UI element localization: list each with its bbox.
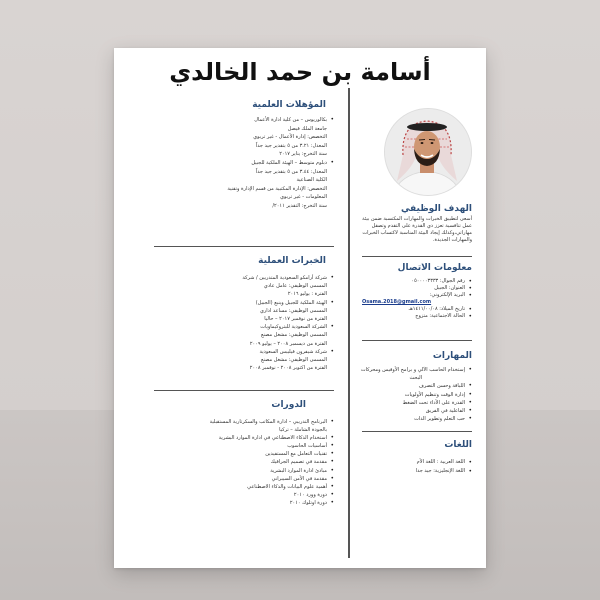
divider-contact xyxy=(362,340,472,341)
column-divider xyxy=(348,88,350,558)
education-line: الكلية الصناعية xyxy=(296,177,327,184)
skills-title: المهارات xyxy=(432,351,472,361)
languages-title: اللغات xyxy=(444,440,472,450)
experience-line: الفترة من ديسمبر ٢٠٠٨ – يوليو ٢٠٠٩ xyxy=(249,340,327,347)
course-item: • البرنامج التدريبي – ادارة المكاتب والسكرتارية المستقبلية xyxy=(144,418,334,426)
skill-item: البحث xyxy=(409,375,422,382)
experience-line: الفترة : يوليو ٢٠١٦ xyxy=(287,291,327,298)
objective-text: أسعى لتطبيق الخبرات والمهارات المكتسبة ضمن بيئة عمل تنافسية تعزز ذي القدرة على التقدم وتصقل مهاراتي،وكذلك إيجاد البيئة المناسبة لاكتساب الخبرات والمهارات الجديدة. xyxy=(362,216,472,243)
education-line: التخصص: إدارة الأعمال - غير تربوي xyxy=(253,134,327,141)
education-line: التخصص: الإدارة المكتبية من قسم الإدارة وتقنية xyxy=(227,185,327,192)
experience-line: • الهيئة الملكية للجبيل وينبع (الجبيل) xyxy=(144,299,334,307)
experience-line: المسمى الوظيفي: عامل عادي xyxy=(263,283,327,290)
courses-title: الدورات xyxy=(271,400,306,410)
course-item: • مبادئ ادارة الموارد البشرية xyxy=(144,467,334,475)
education-line: • دبلوم متوسط – الهيئة الملكية للجبيل xyxy=(144,159,334,168)
education-line: جامعة الملك فيصل xyxy=(287,125,327,132)
experience-line: • شركة شيفرون فيليبس السعودية xyxy=(144,348,334,356)
education-line: المعدل: ٣.٤٤ من ٥ بتقدير جيد جداً xyxy=(255,168,327,175)
education-line: • بكالوريوس – من كلية ادارة الأعمال xyxy=(144,116,334,125)
contact-list xyxy=(362,278,472,320)
education-title: المؤهلات العلمية xyxy=(252,100,326,110)
courses-list xyxy=(144,418,334,507)
profile-photo xyxy=(384,108,472,196)
experience-list xyxy=(144,274,334,372)
experience-line: • الشركة السعودية للبتروكيماويات xyxy=(144,323,334,331)
skill-item: • إستخدام الحاسب الآلي و برامج الأوفيس ومحركات xyxy=(362,366,472,374)
course-item: • أهمية علوم البيانات والذكاء الاصطناعي xyxy=(144,483,334,491)
skills-list xyxy=(362,366,472,423)
divider-experience xyxy=(154,390,334,391)
skill-item: • الفاعلية في الفريق xyxy=(362,407,472,415)
skill-item: • اللباقة وحسن التصرف xyxy=(362,382,472,390)
education-line: المعلومات - غير تربوي xyxy=(280,194,327,201)
divider-objective xyxy=(362,256,472,257)
experience-line: • شركة أرامكو السعودية المتدربين / شركة xyxy=(144,274,334,282)
language-item: • اللغة العربية : اللغة الأم xyxy=(362,458,472,467)
resume-page xyxy=(114,48,486,568)
experience-line: المسمى الوظيفي: مشغل مصنع xyxy=(261,357,327,364)
portrait-image xyxy=(384,109,471,196)
course-item: • مقدمة في الأمن السيبراني xyxy=(144,475,334,483)
course-item: بالجودة الشاملة – تركيا xyxy=(279,427,327,434)
education-line: المعدل: ٣.٢١ من ٥ بتقدير جيد جداً xyxy=(255,142,327,149)
education-list xyxy=(144,116,334,211)
experience-line: الفترة من نوفمبر ٢٠١٧ – حاليا xyxy=(264,316,327,323)
objective-title: الهدف الوظيفي xyxy=(400,204,472,214)
divider-education xyxy=(154,246,334,247)
skill-item: • حب التعلم وتطوير الذات xyxy=(362,415,472,423)
divider-skills xyxy=(362,431,472,432)
skill-item: • إدارة الوقت وتنظيم الأولويات xyxy=(362,391,472,399)
course-item: • تقنيات التعامل مع المستفيدين xyxy=(144,450,334,458)
skill-item: • القدرة على الأداء تحت الضغط xyxy=(362,399,472,407)
contact-birthdate: • تاريخ الميلاد: ١٤١١/٠٠/٠٨هـ xyxy=(362,306,472,313)
course-item: • أساسيات الحاسوب xyxy=(144,442,334,450)
contact-phone: • رقم الجوال: ٠٥٠٠٠٠٣٣٣٣ xyxy=(362,278,472,285)
languages-list xyxy=(362,458,472,476)
course-item: • استخدام الذكاء الاصطناعي في ادارة الموارد البشرية xyxy=(144,434,334,442)
contact-title: معلومات الاتصال xyxy=(397,263,472,273)
experience-title: الخبرات العملية xyxy=(258,256,326,266)
experience-line: الفترة من اكتوبر ٢٠٠٨ - نوفمبر ٢٠٠٨ xyxy=(249,365,327,372)
applicant-name: أسامة بن حمد الخالدي xyxy=(169,58,431,86)
course-item: • دورة وورد ٢٠١٠ xyxy=(144,491,334,499)
education-line: سنة التخرج: التقدير ٢٠١١/ xyxy=(272,202,327,209)
course-item: • مقدمة في تصميم الجرافيك xyxy=(144,458,334,466)
contact-address: • العنوان: الجبيل xyxy=(362,285,472,292)
experience-line: المسمى الوظيفي: مساعد اداري xyxy=(259,307,327,314)
contact-marital: • الحالة الاجتماعية: متزوج xyxy=(362,313,472,320)
contact-email-label: • البريد الإلكتروني: xyxy=(362,292,472,299)
contact-email[interactable]: Osama.2018@gmail.com xyxy=(362,299,432,305)
language-item: • اللغة الإنجليزية: جيد جدا xyxy=(362,467,472,476)
course-item: • دورة اوتلوك ٢٠١٠ xyxy=(144,499,334,507)
experience-line: المسمى الوظيفي: مشغل مصنع xyxy=(261,332,327,339)
education-line: سنة التخرج: يناير ٢٠١٧ xyxy=(279,151,327,158)
